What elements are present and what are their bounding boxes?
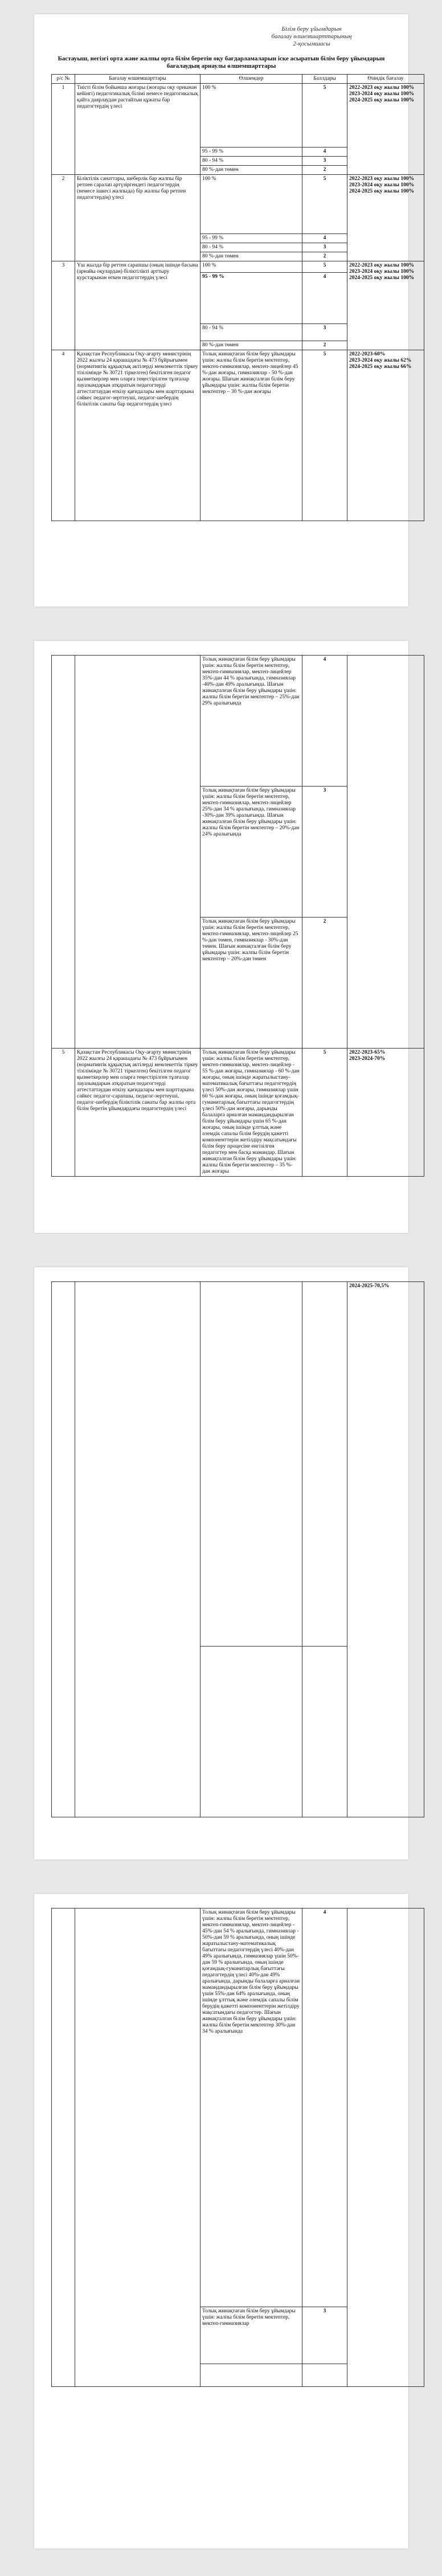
measure-cell: 80 - 94 % — [200, 243, 302, 252]
score-cell: 5 — [302, 350, 347, 521]
document-page-3 — [34, 1267, 408, 1860]
score-cell: 5 — [302, 261, 347, 273]
score-cell: 2 — [302, 166, 347, 175]
score-cell: 2 — [302, 918, 347, 1049]
self-assessment-line: 2024-2025 оқу жылы 100% — [349, 97, 415, 103]
self-assessment-line: 2022-2023 оқу жылы 100% — [349, 85, 415, 91]
score-cell: 5 — [302, 1049, 347, 1177]
row-number: 5 — [52, 1049, 75, 1177]
table-row — [52, 656, 424, 787]
self-assessment-line: 2024-2025-70,5% — [349, 1283, 390, 1289]
self-assessment-cell — [347, 1282, 424, 1817]
score-cell: 3 — [302, 2307, 347, 2364]
col-header-self-assessment: Өзіндік бағалау — [347, 75, 424, 84]
self-assessment-line: 2023-2024-70% — [349, 1056, 386, 1062]
criteria-table-continued — [51, 1908, 424, 2387]
self-assessment-cell — [347, 84, 424, 175]
measure-cell: 100 % — [200, 84, 302, 148]
row-number: 2 — [52, 175, 75, 261]
col-header-score: Баллдары — [302, 75, 347, 84]
criterion-text: Қазақстан Республикасы Оқу-ағарту министрінің 2022 жылғы 24 қарашадағы № 473 бұйрығымен (нормативтік құқықтық актілерді мемлекеттік тіркеу тізілімінде № 30721 тіркелген) бекітілген педагог қызметкерлер мен оларға теңестірілген тұлғалар лауазымдарын атқаратын педагогтерді аттестаттаудан өткізу қағидалары мен шарттарына сәйкес педагог-зерттеуші, педагог-шебердің біліктілік санаты бар педагогтердің үлесі — [75, 350, 200, 521]
self-assessment-line: 2024-2025 оқу жылы 66% — [349, 364, 412, 370]
score-cell: 3 — [302, 787, 347, 918]
self-assessment-line: 2022-2023 оқу жылы 100% — [349, 176, 415, 182]
score-cell: 5 — [302, 175, 347, 234]
score-cell: 4 — [302, 234, 347, 243]
self-assessment-line: 2024-2025 оқу жылы 100% — [349, 189, 415, 194]
row-number: 1 — [52, 84, 75, 175]
table-row — [52, 175, 424, 234]
measure-cell: Толық жинақтаған білім беру ұйымдары үшін: жалпы білім беретін мектептер, мектеп-гимназиялар, мектеп-лицейлер 25 %-дан төмен, гимназиялар - 30%-дан төмен. Шағын жинақталған білім беру ұйымдары үшін: жалпы білім беретін мектептер – 20%-дан төмен — [200, 918, 302, 1049]
score-cell: 4 — [302, 273, 347, 324]
document-title: Бастауыш, негізгі орта және жалпы орта білім беретін оқу бағдарламаларын іске асыратын білім беру ұйымдарын бағалаудың арнаулы өлшемшарттары — [58, 55, 385, 69]
measure-cell: 80 - 94 % — [200, 324, 302, 341]
criterion-text: Біліктілік санаттары, шеберлік бар жалпы бір ретпен саралап артүзіргендегі педагогтердің (немесе ішкесі жалпыда) бір жалпы бар ретпен педагогтердің) үлесі — [75, 175, 200, 261]
document-page-4 — [34, 1894, 408, 2549]
col-header-measures: Өлшемдер — [200, 75, 302, 84]
table-row — [52, 84, 424, 148]
document-page-2 — [34, 641, 408, 1233]
self-assessment-line: 2023-2024 оқу жылы 100% — [349, 269, 415, 275]
table-row — [52, 1282, 424, 1647]
self-assessment-line: 2022-2023-65% — [349, 1050, 386, 1055]
score-cell: 3 — [302, 157, 347, 166]
header-line-2: бағалау өлшемшарттарының — [271, 33, 352, 40]
measure-cell: 80 - 94 % — [200, 157, 302, 166]
score-cell: 3 — [302, 243, 347, 252]
measure-cell: Толық жинақтаған білім беру ұйымдары үшін: жалпы білім беретін мектептер, мектеп-гимназиялар, мектеп-лицейлер 45 %-дан жоғары, гимназиялар - 50 %-дан жоғары. Шағын жинақталған білім беру ұйымдары үшін: жалпы білім беретін мектептер – 30 %-дан жоғары — [200, 350, 302, 521]
self-assessment-cell — [347, 175, 424, 261]
score-cell: 5 — [302, 84, 347, 148]
self-assessment-line: 2022-2023 оқу жылы 100% — [349, 263, 415, 268]
header-line-3: 2-қосымшасы — [293, 40, 330, 47]
criterion-text: Тиісті білім бойынша жоғары (жоғары оқу орнынан кейінгі) педагогикалық білімі немесе педагогикалық қайта даярлаудан растайтын құжаты бар педагогтердің үлесі — [75, 84, 200, 175]
self-assessment-line: 2023-2024 оқу жылы 100% — [349, 91, 415, 97]
score-cell: 4 — [302, 148, 347, 157]
self-assessment-line: 2023-2024 оқу жылы 62% — [349, 358, 412, 363]
table-row — [52, 1049, 424, 1177]
measure-cell: 80 %-дан төмен — [200, 341, 302, 350]
measure-cell: 95 - 99 % — [200, 148, 302, 157]
measure-cell: Толық жинақтаған білім беру ұйымдары үшін: жалпы білім беретін мектептер, мектеп-гимназиялар, мектеп-лицейлер 35%-дан 44 % аралығында, гимназиялар -40%-дан 49% аралығында. Шағын жинақталған білім беру ұйымдары үшін: жалпы білім беретін мектептер – 25%-дан 29% аралығында — [200, 656, 302, 787]
self-assessment-cell — [347, 1049, 424, 1177]
score-cell: 4 — [302, 656, 347, 787]
table-header-row — [52, 75, 424, 84]
header-line-1: Білім беру ұйымдарын — [281, 26, 342, 32]
self-assessment-line: 2023-2024 оқу жылы 100% — [349, 182, 415, 188]
criteria-table — [51, 74, 424, 521]
row-number: 4 — [52, 350, 75, 521]
row-number: 3 — [52, 261, 75, 350]
criteria-table-continued — [51, 1281, 424, 1817]
col-header-num: р/с № — [52, 75, 75, 84]
table-row — [52, 350, 424, 521]
measure-cell: Толық жинақтаған білім беру ұйымдары үшін: жалпы білім беретін мектептер, мектеп-гимназиялар, мектеп-лицейлер 25%-дан 34 % аралығында, гимназиялар -30%-дан 39% аралығында. Шағын жинақталған білім беру ұйымдары үшін: жалпы білім беретін мектептер – 20%-дан 24% аралығында — [200, 787, 302, 918]
self-assessment-cell — [347, 350, 424, 521]
measure-cell: Толық жинақтаған білім беру ұйымдары үшін: жалпы білім беретін мектептер, мектеп-гимназиялар, мектеп-лицейлер - 45%-дан 54 % аралығында, гимназиялар - 50%-дан 59 % аралығында, оның ішінде жаратылыстану-математикалық бағыттағы педагогтердің үлесі 40%-дан 49% аралығында, гимназиялар үшін 50%-дан 59 % аралығында, оның ішінде қоғамдық-гуманитарлық бағыттағы педагогтердің үлесі 40%-дан 49% аралығында, дарынды балаларға арналған мамандандырылған білім беру ұйымдары үшін 55%-дан 64% аралығында, оның ішінде ұлттық және әлемдік сапалы білім берудің қажетті компоненттерін жетілдіру мақсатындағы педагогтер. Шағын жинақталған білім беру ұйымдары үшін: жалпы білім беретін мектептер 30%-дан 34 % аралығында — [200, 1909, 302, 2307]
score-cell: 2 — [302, 252, 347, 261]
col-header-criterion: Бағалау өлшемшарттары — [75, 75, 200, 84]
self-assessment-line: 2024-2025 оқу жылы 100% — [349, 275, 415, 281]
measure-cell: 100 % — [200, 261, 302, 273]
measure-cell: Толық жинақтаған білім беру ұйымдары үшін: жалпы білім беретін мектептер, мектеп-гимназиялар — [200, 2307, 302, 2364]
measure-cell: 95 - 99 % — [200, 273, 302, 324]
score-cell: 4 — [302, 1909, 347, 2307]
appendix-header — [238, 26, 386, 48]
criterion-text: Үш жылда бір реттен сарапшы (оның ішінде басына (арнайы оқулардан) біліктілікті арттыру курстарынан өткен педагогтердің үлесі — [75, 261, 200, 350]
criterion-text: Қазақстан Республикасы Оқу-ағарту министрінің 2022 жылғы 24 қарашадағы № 473 бұйрығымен (нормативтік құқықтық актілерді мемлекеттік тіркеу тізілімінде № 30721 тіркелген) бекітілген педагог қызметкерлер мен оларға теңестірілген тұлғалар лауазымдарын атқаратын педагогтерді аттестаттаудан өткізу қағидалары мен шарттарына сәйкес педагог-сарапшы, педагог-зерттеуші, педагог-шебердің біліктілік санаты бар жалпы орта білім беретін ұйымдардағы педагогтердің үлесі — [75, 1049, 200, 1177]
measure-cell: 100 % — [200, 175, 302, 234]
table-row — [52, 1909, 424, 2307]
self-assessment-cell — [347, 261, 424, 350]
measure-cell: 80 %-дан төмен — [200, 252, 302, 261]
document-page-1 — [34, 14, 415, 607]
measure-cell: Толық жинақтаған білім беру ұйымдары үшін: жалпы білім беретін мектептер, мектеп-гимназиялар, мектеп-лицейлер - 55 %-дан жоғары, гимназиялар - 60 %-дан жоғары, оның ішінде жаратылыстану-математикалық бағыттағы педагогтердің үлесі 50%-дан жоғары, гимназиялар үшін 60 %-дан жоғары, оның ішінде қоғамдық-гуманитарлық бағыттағы педагогтердің үлесі 50%-дан жоғары, дарынды балаларға арналған мамандандырылған білім беру ұйымдары үшін 65 %-дан жоғары, оның ішінде ұлттық және әлемдік сапалы білім берудің қажетті компоненттерін жетілдіру мақсатындағы білім беру процесіне енгізілген педагогтер мен басқа мамандар. Шағын жинақталған білім беру ұйымдары үшін: жалпы білім беретін мектептер – 35 %-дан жоғары — [200, 1049, 302, 1177]
measure-cell: 80 %-дан төмен — [200, 166, 302, 175]
table-row — [52, 261, 424, 273]
score-cell: 3 — [302, 324, 347, 341]
criteria-table-continued — [51, 655, 424, 1177]
self-assessment-line: 2022-2023-60% — [349, 351, 386, 357]
measure-cell: 95 - 99 % — [200, 234, 302, 243]
score-cell: 2 — [302, 341, 347, 350]
